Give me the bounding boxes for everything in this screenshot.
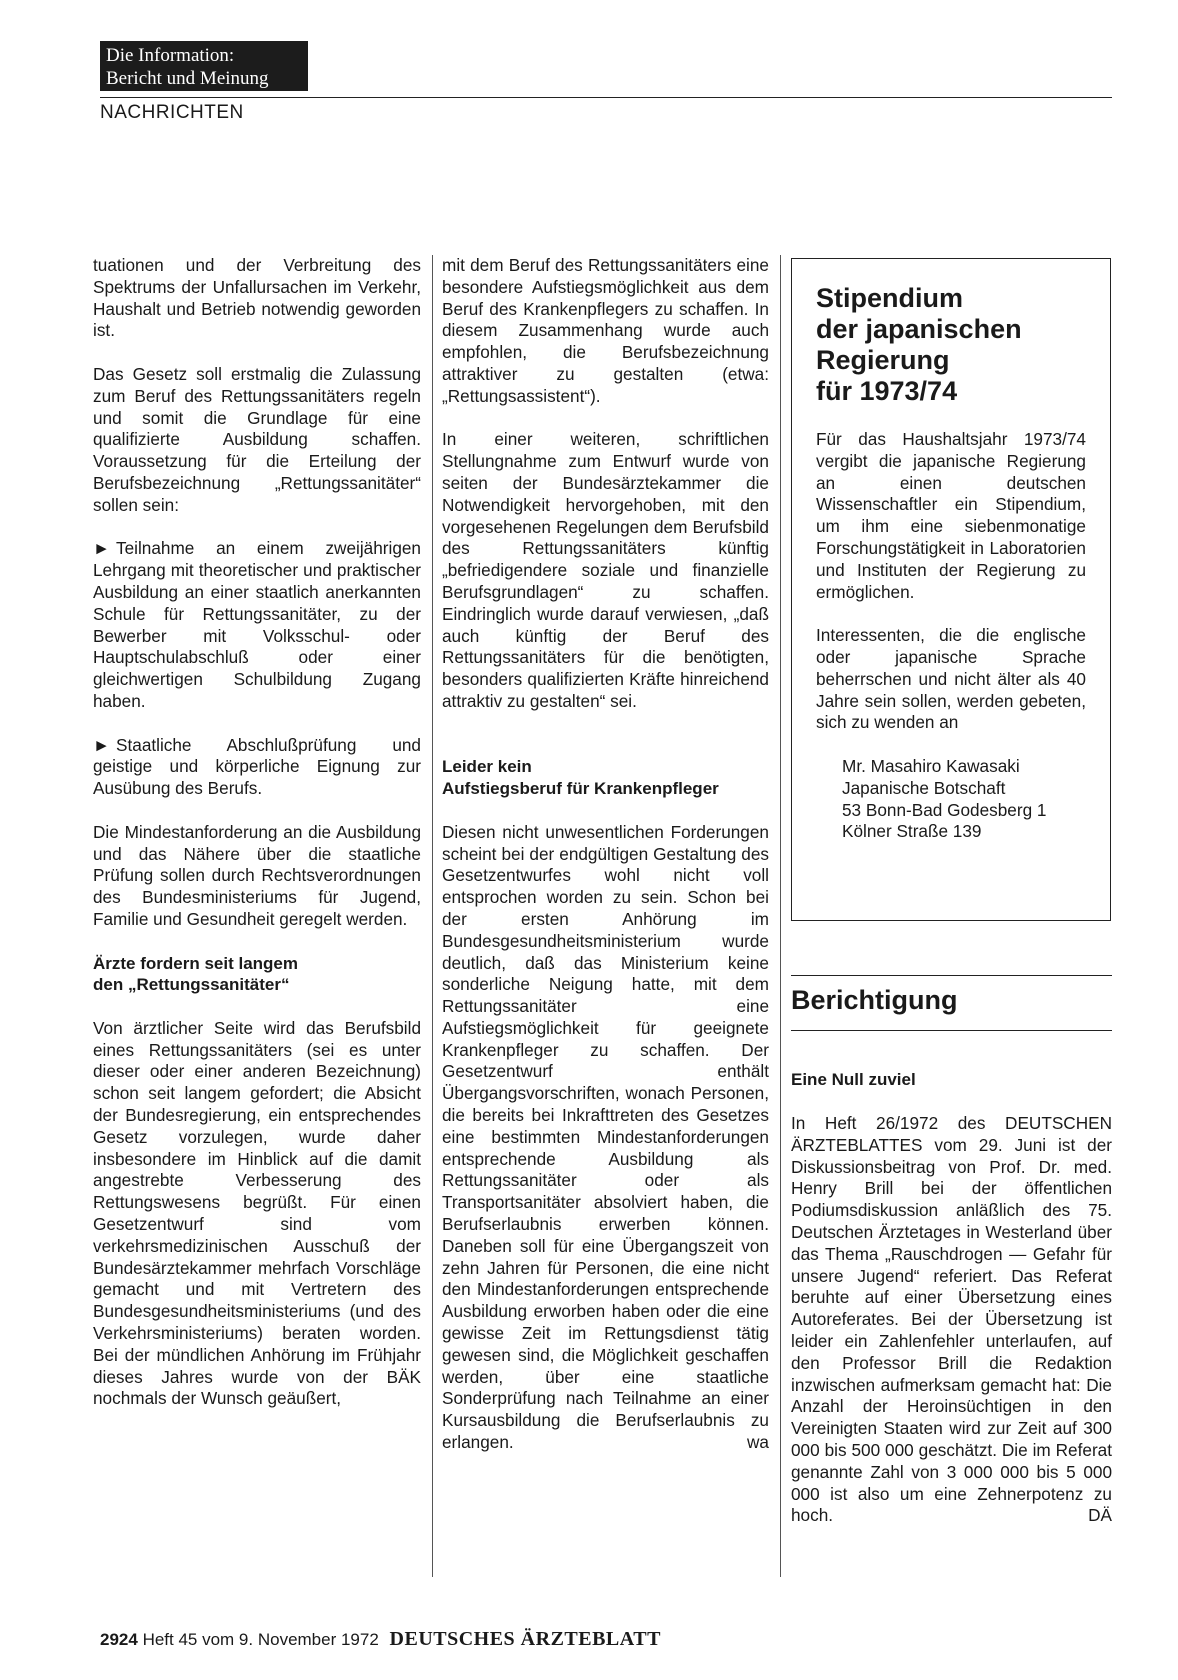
- subheading-line-2: Aufstiegsberuf für Krankenpfleger: [442, 779, 719, 799]
- address-line-2: Japanische Botschaft: [842, 777, 1006, 798]
- berichtigung-signature: DÄ: [1088, 1505, 1112, 1526]
- page-number: 2924: [100, 1630, 138, 1649]
- col2-subheading: [442, 756, 769, 800]
- col1-subheading: [93, 953, 421, 997]
- stipendium-box: [791, 258, 1111, 921]
- stipendium-title: [816, 283, 1086, 407]
- col1-bullet-2: [93, 735, 421, 800]
- address-line-4: Kölner Straße 139: [842, 821, 982, 842]
- section-header-box: [100, 41, 308, 91]
- title-line-4: für 1973/74: [816, 376, 958, 406]
- issue-info: Heft 45 vom 9. November 1972: [142, 1630, 379, 1649]
- col2-paragraph-1: mit dem Beruf des Rettungssanitäters eine besondere Aufstiegsmöglichkeit aus dem Beruf des Krankenpflegers zu schaffen. In diesem Zusammenhang wurde auch empfohlen, die Berufsbezeichnung attraktiver zu gestalten (etwa: „Rettungsassistent“).: [442, 255, 769, 406]
- col1-paragraph-2: Das Gesetz soll erstmalig die Zulassung zum Beruf des Rettungssanitäters regeln und somit die Grundlage für eine qualifizierte Ausbildung schaffen. Voraussetzung für die Erteilung der Berufsbezeichnung „Rettungssanitäter“ sollen sein:: [93, 363, 421, 515]
- col2-paragraph-2: In einer weiteren, schriftlichen Stellungnahme zum Entwurf wurde von seiten der Bundesärztekammer die Notwendigkeit hervorgehoben, mit den vorgesehenen Regelungen dem Berufsbild des Rettungssanitäters künftig „befriedigendere soziale und finanzielle Berufsgrundlagen“ zu schaffen. Eindringlich wurde darauf verwiesen, „daß auch künftig der Beruf des Rettungssanitäters für die benötigten, besonders qualifizierten Kräfte hinreichend attraktiv zu gestalten“ sei.: [442, 429, 769, 711]
- stipendium-paragraph-1: Für das Haushaltsjahr 1973/74 vergibt die japanische Regierung an einen deutschen Wissenschaftler ein Stipendium, um ihm eine siebenmonatige Forschungstätigkeit in Laboratorien und Instituten der Regierung zu ermöglichen.: [816, 429, 1086, 602]
- stipendium-paragraph-2: Interessenten, die die englische oder japanische Sprache beherrschen und nicht älter als 40 Jahre sein sollen, werden gebeten, sich zu wenden an: [816, 625, 1086, 733]
- bullet-1-text: Teilnahme an einem zweijährigen Lehrgang mit theoretischer und praktischer Ausbildung an einer staatlich anerkannten Schule für Rettungssanitäter, zu der Bewerber mit Volksschul- oder Hauptschulabschluß oder einer gleichwertigen Schulbildung Zugang haben.: [93, 538, 421, 711]
- col1-paragraph-1: tuationen und der Verbreitung des Spektrums der Unfallursachen im Verkehr, Haushalt und Betrieb notwendig geworden ist.: [93, 255, 421, 341]
- column-1: [93, 255, 421, 1432]
- subheading-line-2: den „Rettungssanitäter“: [93, 975, 290, 995]
- column-divider-1: [432, 255, 433, 1577]
- berichtigung-title: Berichtigung: [791, 985, 958, 1015]
- author-signature: wa: [747, 1432, 769, 1453]
- berichtigung-body: In Heft 26/1972 des DEUTSCHEN ÄRZTEBLATTES vom 29. Juni ist der Diskussionsbeitrag von Prof. Dr. med. Henry Brill bei der öffentlichen Podiumsdiskussion anläßlich des 75. Deutschen Ärztetages in Westerland über das Thema „Rauschdrogen — Gefahr für unsere Jugend“ referiert. Das Referat beruhte auf einer Übersetzung eines Autoreferates. Bei der Übersetzung ist leider ein Zahlenfehler unterlaufen, auf den Professor Brill die Redaktion inzwischen aufmerksam gemacht hat: Die Anzahl der Heroinsüchtigen in den Vereinigten Staaten wird zur Zeit auf 300 000 bis 500 000 geschätzt. Die im Referat genannte Zahl von 3 000 000 bis 5 000 000 ist also um eine Zehnerpotenz zu hoch.: [791, 1113, 1112, 1526]
- contact-address: [816, 756, 1086, 843]
- col1-paragraph-4: Von ärztlicher Seite wird das Berufsbild eines Rettungssanitäters (sei es unter dieser oder einer anderen Bezeichnung) schon seit langem gefordert; die Absicht der Bundesregierung, ein entsprechendes Gesetz vorzulegen, wurde daher insbesondere im Hinblick auf die damit angestrebte Verbesserung des Rettungswesens begrüßt. Für einen Gesetzentwurf sind vom verkehrsmedizinischen Ausschuß der Bundesärztekammer mehrfach Vorschläge gemacht und mit Vertretern des Bundesgesundheitsministeriums (und des Verkehrsministeriums) beraten worden. Bei der mündlichen Anhörung im Frühjahr dieses Jahres wurde von der BÄK nochmals der Wunsch geäußert,: [93, 1017, 421, 1409]
- berichtigung-text: [791, 1113, 1112, 1527]
- journal-name: DEUTSCHES ÄRZTEBLATT: [389, 1628, 661, 1650]
- title-line-1: Stipendium: [816, 283, 963, 313]
- triangle-bullet-icon: ►: [93, 734, 111, 755]
- bullet-2-text: Staatliche Abschlußprüfung und geistige und körperliche Eignung zur Ausübung des Berufs.: [93, 734, 421, 799]
- subheading-line-1: Ärzte fordern seit langem: [93, 953, 298, 973]
- column-divider-2: [780, 255, 781, 1577]
- top-rule: [100, 97, 1112, 98]
- berichtigung-top-rule: [791, 975, 1112, 976]
- section-label: NACHRICHTEN: [100, 102, 244, 123]
- col1-paragraph-3: Die Mindestanforderung an die Ausbildung und das Nähere über die staatliche Prüfung sollen durch Rechtsverordnungen des Bundesministeriums für Jugend, Familie und Gesundheit geregelt werden.: [93, 821, 421, 929]
- berichtigung-bottom-rule: [791, 1030, 1112, 1031]
- subheading-line-1: Leider kein: [442, 757, 532, 777]
- page-footer: [100, 1628, 661, 1651]
- address-line-1: Mr. Masahiro Kawasaki: [842, 755, 1020, 776]
- title-line-3: Regierung: [816, 345, 950, 375]
- col1-bullet-1: [93, 538, 421, 712]
- address-line-3: 53 Bonn-Bad Godesberg 1: [842, 799, 1047, 820]
- title-line-2: der japanischen: [816, 314, 1022, 344]
- header-line-2: Bericht und Meinung: [106, 68, 269, 89]
- col2-paragraph-3: [442, 822, 769, 1454]
- berichtigung-subtitle: Eine Null zuviel: [791, 1070, 916, 1089]
- triangle-bullet-icon: ►: [93, 538, 111, 559]
- column-2: [442, 255, 769, 1476]
- col2-paragraph-3-text: Diesen nicht unwesentlichen Forderungen scheint bei der endgültigen Gestaltung des Gesetzentwurfes wohl nicht voll entsprochen worden zu sein. Schon bei der ersten Anhörung im Bundesgesundheitsministerium wurde deutlich, daß das Ministerium keine sonderliche Neigung hatte, mit dem Rettungssanitäter eine Aufstiegsmöglichkeit für geeignete Krankenpfleger zu schaffen. Der Gesetzentwurf enthält Übergangsvorschriften, wonach Personen, die bereits bei Inkrafttreten des Gesetzes eine bestimmten Mindestanforderungen entsprechende Ausbildung als Rettungssanitäter oder als Transportsanitäter absolviert haben, die Berufserlaubnis erwerben können. Daneben soll für eine Übergangszeit von zehn Jahren für Personen, die eine nicht den Mindestanforderungen entsprechende Ausbildung erworben haben oder die eine gewisse Zeit im Rettungsdienst tätig gewesen sind, die Möglichkeit geschaffen werden, über eine staatliche Sonderprüfung nach Teilnahme an einer Kursausbildung die Berufserlaubnis zu erlangen.: [442, 821, 769, 1453]
- header-line-1: Die Information:: [106, 45, 235, 66]
